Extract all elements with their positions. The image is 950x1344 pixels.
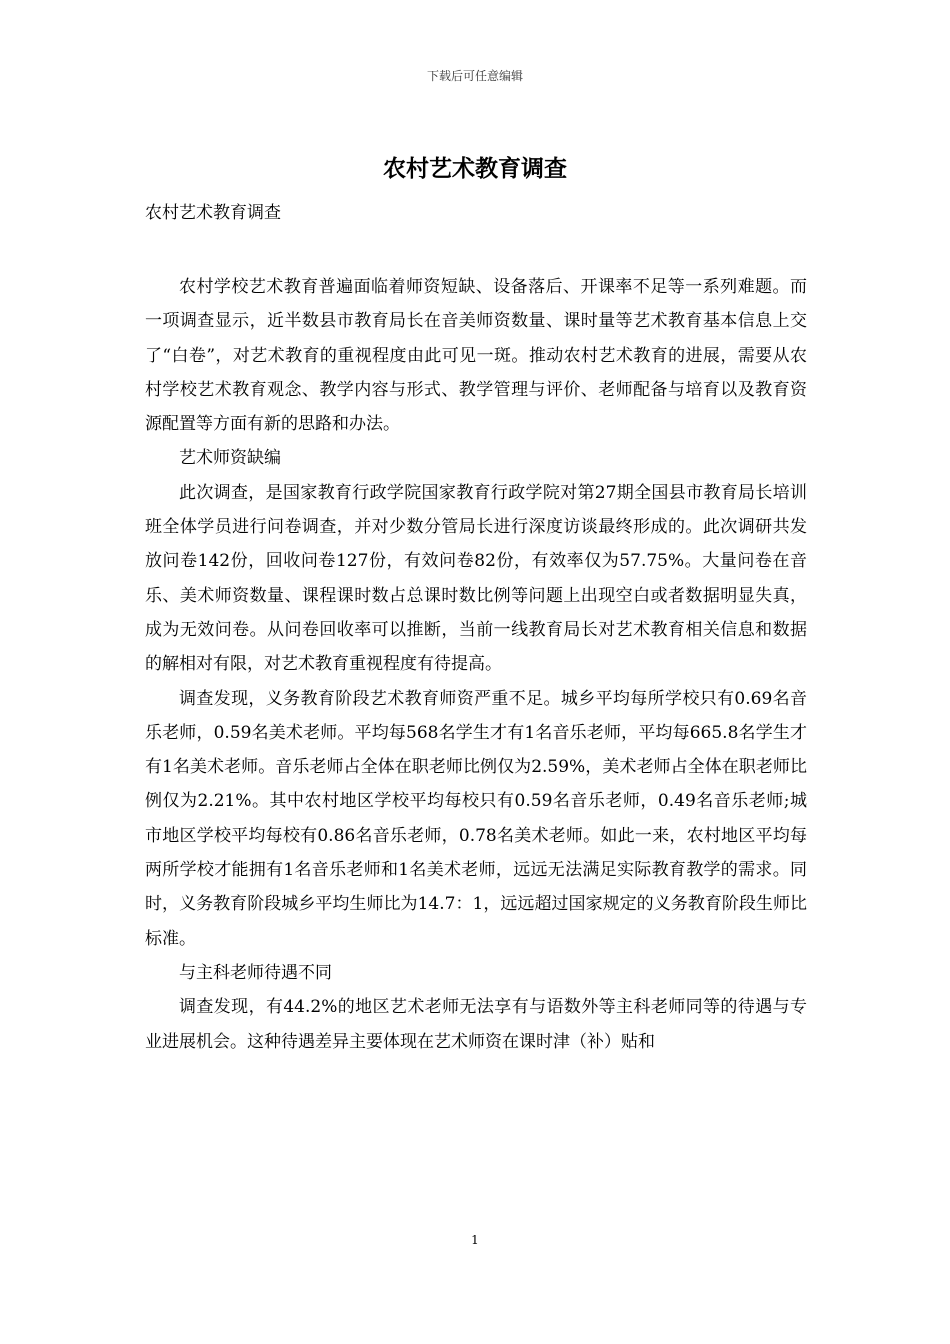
document-title: 农村艺术教育调查 (383, 155, 567, 182)
paragraph-intro: 农村学校艺术教育普遍面临着师资短缺、设备落后、开课率不足等一系列难题。而一项调查显示，近半数县市教育局长在音美师资数量、课时量等艺术教育基本信息上交了“白卷”，对艺术教育的重视程度由此可见一斑。推动农村艺术教育的进展，需要从农村学校艺术教育观念、教学内容与形式、教学管理与评价、老师配备与培育以及教育资源配置等方面有新的思路和办法。 (145, 277, 807, 435)
document-subtitle: 农村艺术教育调查 (145, 203, 281, 223)
paragraph-survey: 此次调查，是国家教育行政学院国家教育行政学院对第27期全国县市教育局长培训班全体学员进行问卷调查，并对少数分管局长进行深度访谈最终形成的。此次调研共发放问卷142份，回收问卷127份，有效问卷82份，有效率仅为57.75%。大量问卷在音乐、美术师资数量、课程课时数占总课时数比例等问题上出现空白或者数据明显失真，成为无效问卷。从问卷回收率可以推断，当前一线教育局长对艺术教育相关信息和数据的解相对有限，对艺术教育重视程度有待提高。 (145, 482, 807, 675)
header-note: 下载后可任意编辑 (426, 69, 523, 83)
section-heading-treatment: 与主科老师待遇不同 (179, 962, 332, 983)
document-body (145, 270, 807, 1059)
paragraph-treatment: 调查发现，有44.2%的地区艺术老师无法享有与语数外等主科老师同等的待遇与专业进展机会。这种待遇差异主要体现在艺术师资在课时津（补）贴和 (145, 997, 807, 1052)
paragraph-findings: 调查发现，义务教育阶段艺术教育师资严重不足。城乡平均每所学校只有0.69名音乐老师，0.59名美术老师。平均每568名学生才有1名音乐老师，平均每665.8名学生才有1名美术老师。音乐老师占全体在职老师比例仅为2.59%，美术老师占全体在职老师比例仅为2.21%。其中农村地区学校平均每校只有0.59名音乐老师，0.49名音乐老师;城市地区学校平均每校有0.86名音乐老师，0.78名美术老师。如此一来，农村地区平均每两所学校才能拥有1名音乐老师和1名美术老师，远远无法满足实际教育教学的需求。同时，义务教育阶段城乡平均生师比为14.7：1，远远超过国家规定的义务教育阶段生师比标准。 (145, 688, 808, 949)
page-number: 1 (471, 1233, 479, 1247)
section-heading-teacher-shortage: 艺术师资缺编 (179, 448, 281, 469)
